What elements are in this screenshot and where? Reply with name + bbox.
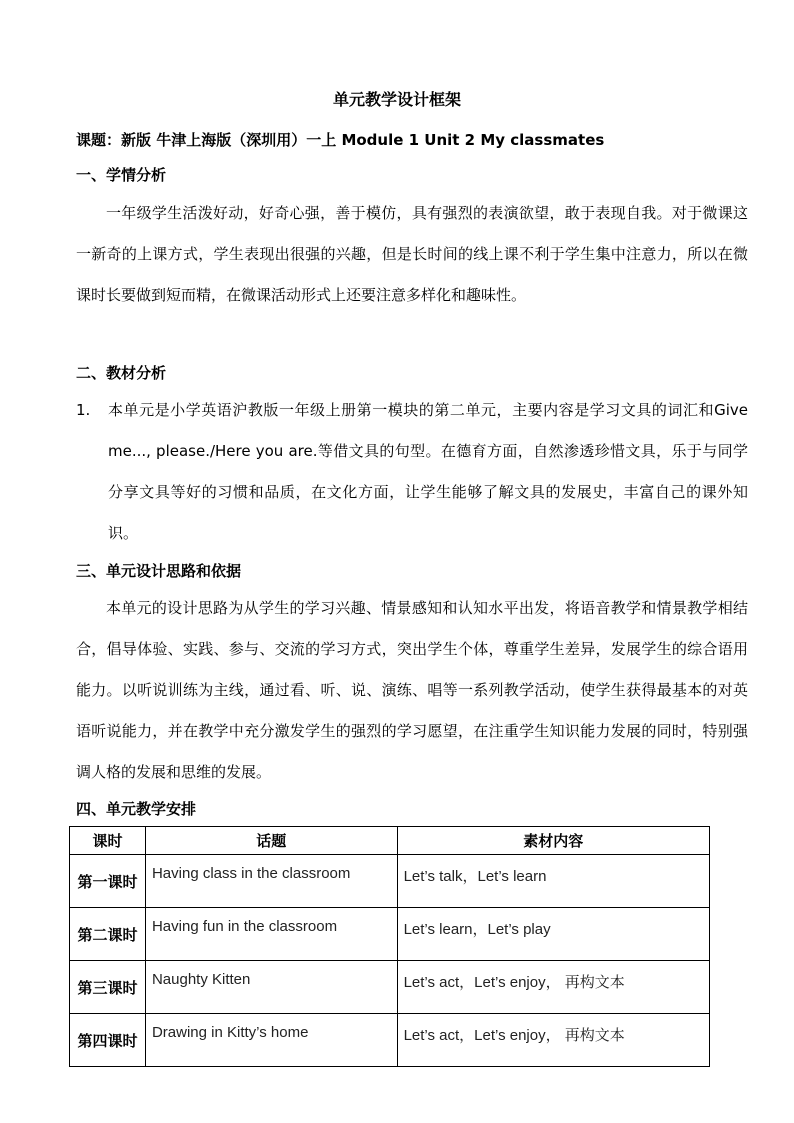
section-text-design-rationale: 本单元的设计思路为从学生的学习兴趣、情景感知和认知水平出发，将语音教学和情景教学相结合，倡导体验、实践、参与、交流的学习方式，突出学生个体，尊重学生差异，发展学生的综合语用能力。以听说训练为主线，通过看、听、说、演练、唱等一系列教学活动，使学生获得最基本的对英语听说能力，并在教学中充分激发学生的强烈的学习愿望，在注重学生知识能力发展的同时，特别强调人格的发展和思维的发展。	[76, 599, 748, 781]
material-cell: Let’s act，Let’s enjoy， 再构文本	[397, 961, 709, 1014]
table-row	[70, 908, 710, 961]
lesson-cell: 第二课时	[70, 908, 146, 961]
section-heading-teaching-plan: 四、单元教学安排	[76, 800, 197, 818]
section-heading-learner-analysis: 一、学情分析	[76, 166, 167, 184]
page-title: 单元教学设计框架	[332, 90, 461, 109]
column-header-material: 素材内容	[397, 827, 709, 855]
section-heading-design-rationale: 三、单元设计思路和依据	[76, 562, 242, 580]
topic-cell: Drawing in Kitty’s home	[145, 1014, 397, 1067]
table-row	[70, 1014, 710, 1067]
table-row	[70, 961, 710, 1014]
column-header-lesson: 课时	[70, 827, 146, 855]
teaching-plan-table	[69, 826, 710, 1067]
column-header-topic: 话题	[145, 827, 397, 855]
table-header-row	[70, 827, 710, 855]
topic-cell: Having fun in the classroom	[145, 908, 397, 961]
material-cell: Let’s act，Let’s enjoy， 再构文本	[397, 1014, 709, 1067]
numbered-item-material-analysis	[76, 390, 748, 554]
section-text-learner-analysis: 一年级学生活泼好动，好奇心强，善于模仿，具有强烈的表演欲望，敢于表现自我。对于微课这一新奇的上课方式，学生表现出很强的兴趣，但是长时间的线上课不利于学生集中注意力，所以在微课时长要做到短而精，在微课活动形式上还要注意多样化和趣味性。	[76, 204, 748, 304]
table-row	[70, 855, 710, 908]
lesson-cell: 第一课时	[70, 855, 146, 908]
section-text-material-analysis: 本单元是小学英语沪教版一年级上册第一模块的第二单元，主要内容是学习文具的词汇和Give me..., please./Here you are.等借文具的句型。在德育方面，自然渗透珍惜文具，乐于与同学分享文具等好的习惯和品质，在文化方面，让学生能够了解文具的发展史，丰富自己的课外知识。	[108, 401, 748, 542]
lesson-subject: 课题：新版 牛津上海版（深圳用）一上 Module 1 Unit 2 My classmates	[76, 131, 605, 149]
topic-cell: Having class in the classroom	[145, 855, 397, 908]
list-number: 1.	[76, 401, 91, 419]
section-heading-material-analysis: 二、教材分析	[76, 364, 167, 382]
lesson-cell: 第四课时	[70, 1014, 146, 1067]
topic-cell: Naughty Kitten	[145, 961, 397, 1014]
material-cell: Let’s learn，Let’s play	[397, 908, 709, 961]
material-cell: Let’s talk，Let’s learn	[397, 855, 709, 908]
lesson-cell: 第三课时	[70, 961, 146, 1014]
